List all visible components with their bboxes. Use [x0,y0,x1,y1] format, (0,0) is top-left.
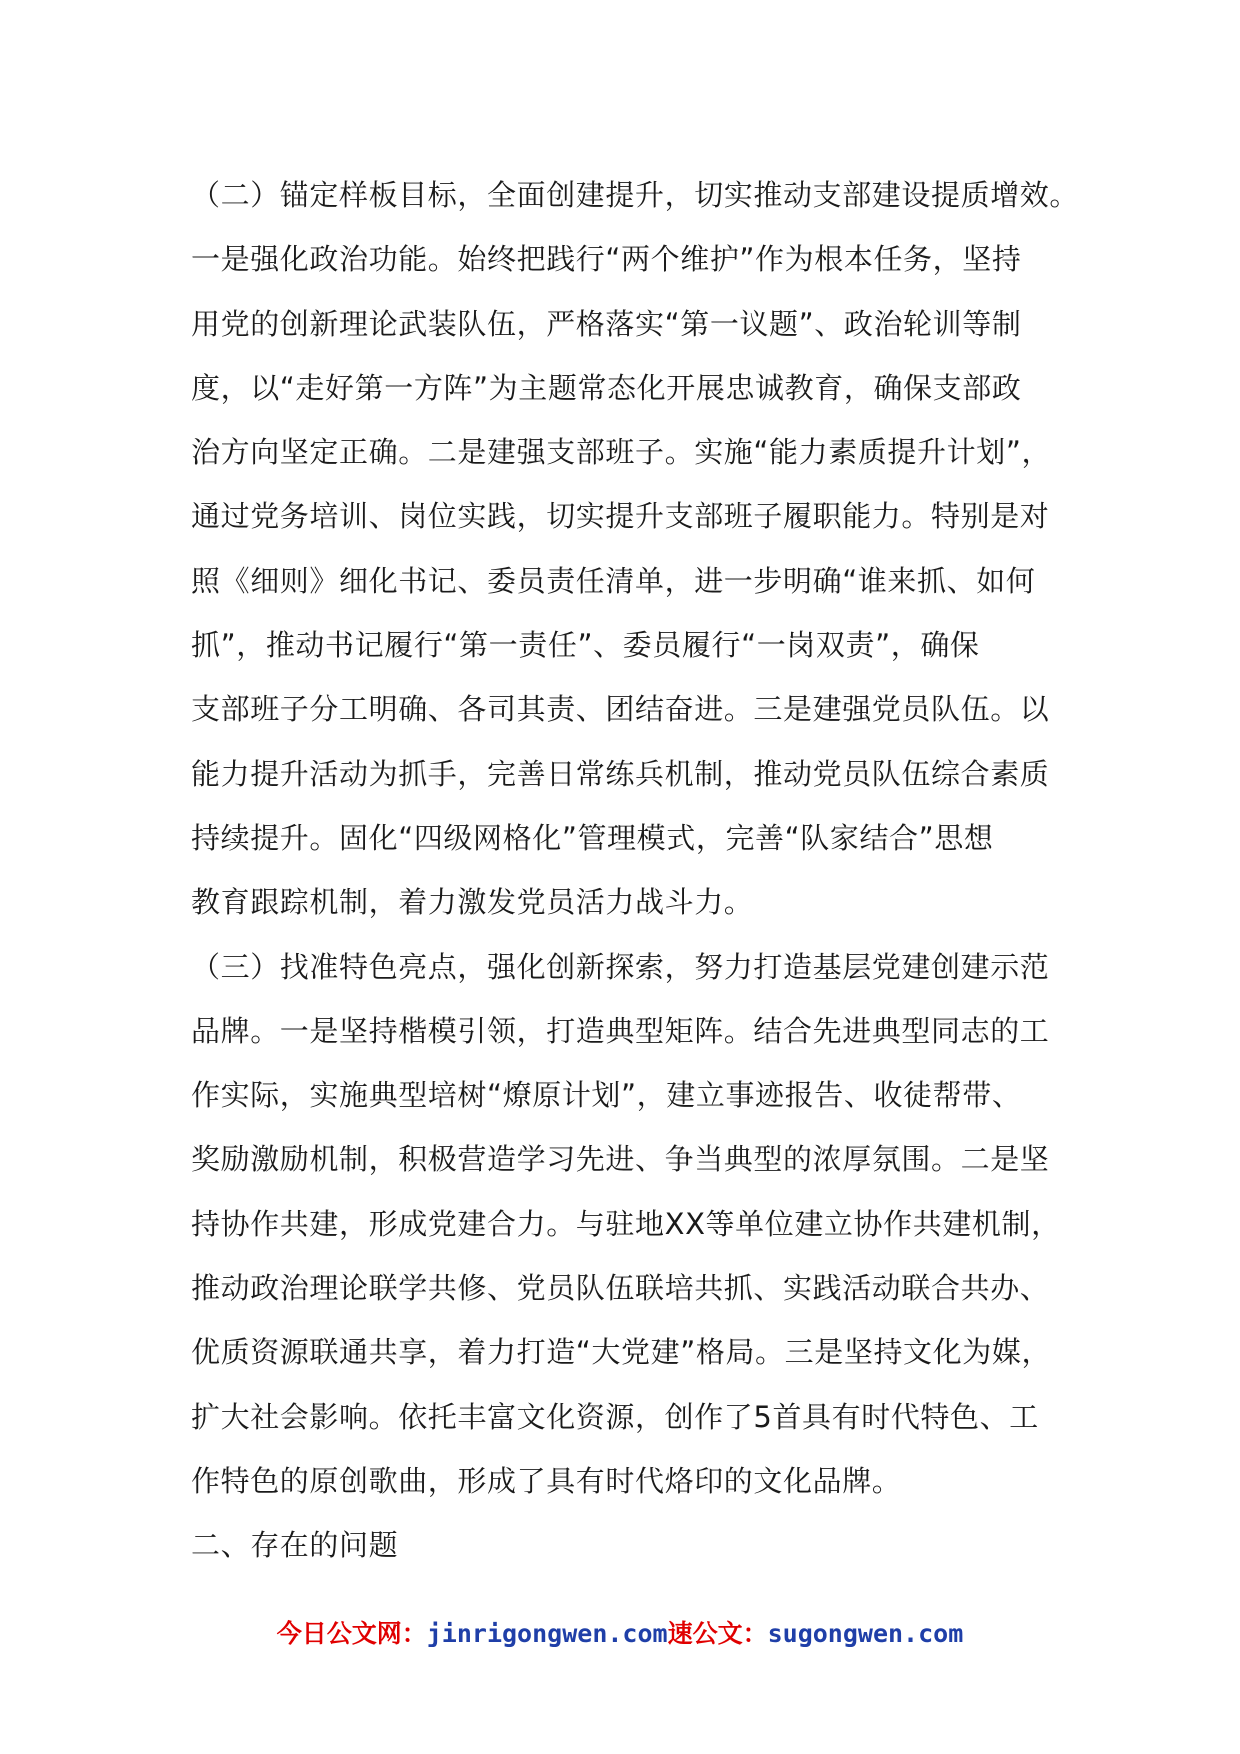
text-line: 用党的创新理论武装队伍，严格落实“第一议题”、政治轮训等制 [191,306,1022,341]
text-line: 扩大社会影响。依托丰富文化资源，创作了5首具有时代特色、工 [191,1399,1039,1434]
footer-watermark [0,1614,1240,1650]
text-line: 推动政治理论联学共修、党员队伍联培共抓、实践活动联合共办、 [191,1271,1050,1306]
text-line: 教育跟踪机制，着力激发党员活力战斗力。 [191,885,754,920]
text-line: （三）找准特色亮点，强化创新探索，努力打造基层党建创建示范 [191,949,1050,984]
text-line: 能力提升活动为抓手，完善日常练兵机制，推动党员队伍综合素质 [191,756,1050,791]
document-body [191,163,1080,1578]
text-line: 持协作共建，形成党建合力。与驻地XX等单位建立协作共建机制， [191,1206,1061,1241]
section-heading: 二、存在的问题 [191,1528,399,1563]
text-line: 一是强化政治功能。始终把践行“两个维护”作为根本任务，坚持 [191,242,1022,277]
text-line: 治方向坚定正确。二是建强支部班子。实施“能力素质提升计划”， [191,435,1052,470]
site1-label: 今日公文网： [276,1619,427,1648]
site2-label: 速公文： [667,1619,768,1648]
text-line: （二）锚定样板目标，全面创建提升，切实推动支部建设提质增效。 [191,178,1080,212]
site2-link[interactable]: sugongwen.com [767,1619,964,1648]
text-line: 奖励激励机制，积极营造学习先进、争当典型的浓厚氛围。二是坚 [191,1142,1050,1177]
text-line: 支部班子分工明确、各司其责、团结奋进。三是建强党员队伍。以 [191,692,1050,727]
text-line: 作特色的原创歌曲，形成了具有时代烙印的文化品牌。 [191,1463,902,1498]
text-line: 优质资源联通共享，着力打造“大党建”格局。三是坚持文化为媒， [191,1335,1052,1370]
text-line: 度，以“走好第一方阵”为主题常态化开展忠诚教育，确保支部政 [191,370,1022,405]
text-line: 抓”，推动书记履行“第一责任”、委员履行“一岗双责”，确保 [191,628,980,663]
text-line: 通过党务培训、岗位实践，切实提升支部班子履职能力。特别是对 [191,499,1050,534]
text-line: 持续提升。固化“四级网格化”管理模式，完善“队家结合”思想 [191,820,994,855]
text-line: 品牌。一是坚持楷模引领，打造典型矩阵。结合先进典型同志的工 [191,1013,1050,1048]
text-line: 照《细则》细化书记、委员责任清单，进一步明确“谁来抓、如何 [191,563,1036,598]
site1-link[interactable]: jinrigongwen.com [426,1619,668,1648]
text-line: 作实际，实施典型培树“燎原计划”，建立事迹报告、收徒帮带、 [191,1078,1022,1113]
